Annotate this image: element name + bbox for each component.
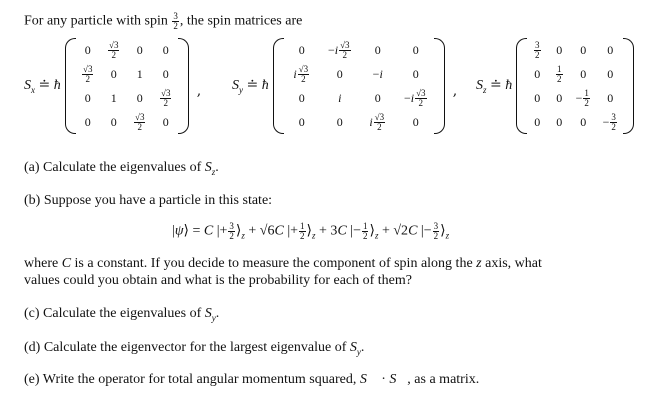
- sy-matrix: 0 − i $\frac{√3}{2}$ 0 0 i $\frac{√3}{2}$ 0 − i 0 0 i 0 − i $\frac{√3}{2}$ 0 0 i $\frac{√3}{2}$ 0: [273, 38, 445, 134]
- state-equation: |ψ⟩ = C |+ $\frac{3}{2}$ $⟩_z + √6C$ |+ $\frac{1}{2}$ $⟩_z + 3C$ |− $\frac{1}{2}$ $⟩_z + √2C$ |− $\frac{3}{2}$ $⟩_z$: [172, 221, 450, 241]
- sz-matrix: $\frac{3}{2}$ 0 0 0 0 $\frac{1}{2}$ 0 0 0 0 − $\frac{1}{2}$ 0 0 0 0 − $\frac{3}{2}$: [516, 38, 634, 134]
- question-e: (e) Write the operator for total angular momentum squared, S⃗ · S⃗, as a matrix.: [24, 372, 480, 387]
- question-a: (a) Calculate the eigenvalues of $S_z$.: [24, 160, 219, 177]
- question-c: (c) Calculate the eigenvalues of $S_y$.: [24, 306, 220, 323]
- question-b: (b) Suppose you have a particle in this state:: [24, 193, 273, 208]
- sx-matrix-block: $S_x$ ≐ ħ 0 $\frac{√3}{2}$ 0 0 $\frac{√3}{2}$ 0 1 0 0 1 0 $\frac{√3}{2}$ 0 0 $\frac{√3}{2}$ 0 ,: [24, 38, 209, 134]
- sx-label: $S_x$ ≐ ħ: [24, 78, 61, 95]
- sz-matrix-block: [476, 38, 634, 134]
- sx-matrix: 0 $\frac{√3}{2}$ 0 0 $\frac{√3}{2}$ 0 1 0 0 1 0 $\frac{√3}{2}$ 0 0 $\frac{√3}{2}$ 0: [65, 38, 189, 134]
- question-b-text-1: where C is a constant. If you decide to measure the component of spin along the z axis, what: [24, 256, 542, 271]
- question-b-text-2: values could you obtain and what is the probability for each of them?: [24, 273, 413, 288]
- intro-text: For any particle with spin $\frac{3}{2}$ , the spin matrices are: [24, 11, 303, 31]
- sy-label: $S_y$ ≐ ħ: [232, 78, 269, 95]
- sz-label: $S_z$ ≐ ħ: [476, 78, 513, 95]
- sy-matrix-block: $S_y$ ≐ ħ 0 − i $\frac{√3}{2}$ 0 0 i $\frac{√3}{2}$ 0 − i 0 0 i 0 − i $\frac{√3}{2}$ 0 0 i $\frac{√3}{2}$ 0 ,: [232, 38, 465, 134]
- question-d: (d) Calculate the eigenvector for the largest eigenvalue of $S_y$.: [24, 340, 365, 357]
